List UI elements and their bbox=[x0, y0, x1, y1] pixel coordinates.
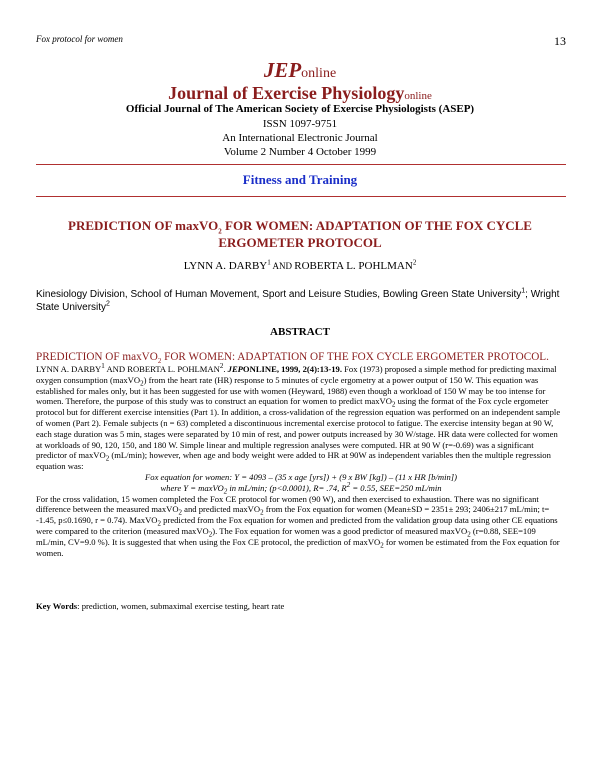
page-number: 13 bbox=[554, 34, 566, 48]
abstract-title: PREDICTION OF maxVO$_2$ FOR WOMEN: ADAPTATION OF THE FOX CYCLE ERGOMETER PROTOCOL. bbox=[36, 351, 549, 366]
abstract-body bbox=[36, 351, 566, 558]
jep-logo-text: JEP bbox=[263, 58, 302, 82]
volume-line: Volume 2 Number 4 October 1999 bbox=[223, 146, 377, 158]
abstract-authors: LYNN A. DARBY$^1$ AND ROBERTA L. POHLMAN$^2$. bbox=[36, 362, 228, 374]
abstract-paragraph-1: PREDICTION OF maxVO$_2$ FOR WOMEN: ADAPTATION OF THE FOX CYCLE ERGOMETER PROTOCOL. LYNN A. DARBY$^1$ AND ROBERTA L. POHLMAN$^2$. JEPONLINE, 1999, 2(4):13-19. Fox (1973) proposed a simple method for predicting maximal oxygen consumption (maxVO$_2$) from the heart rate (HR) response to 5 minutes of cycle ergometry at a power output of 150 W. This equation was established for males only, but it has been suggested for use with women (Heyward, 1988) even though a workload of 150 W may be too intense for women. Therefore, the purpose of this study was to construct an equation for women to predict maxVO$_2$ using the format of the Fox cycle ergometer protocol but for different exercise intensities (Part 1). In addition, a cross-validation of the regression equation was performed on an independent sample of women (Part 2). Female subjects (n = 63) completed a discontinuous incremental exercise protocol to fatigue. The exercise intensity began at 90 W, each stage duration was 5 min, stages were separated by 10 min of rest, and power outputs increased by 30 W/stage. HR data were collected for women at workloads of 90, 120, 150, and 180 W. Simple linear and multiple regression analyses were computed. HR at 90 W (r=-0.69) was a significant predictor of maxVO$_2$ (mL/min); however, when age and body weight were added to HR at 90W as independent variables then the multiple regression equation was: bbox=[36, 351, 561, 472]
keywords-label: Key Words bbox=[36, 601, 78, 611]
journal-name-text: Journal of Exercise Physiology bbox=[168, 83, 405, 103]
jep-logo-suffix: online bbox=[301, 66, 337, 81]
top-divider bbox=[36, 164, 566, 165]
author-line: LYNN A. DARBY$^1$ AND ROBERTA L. POHLMAN$^2$ bbox=[183, 258, 417, 272]
keywords-text: : prediction, women, submaximal exercise testing, heart rate bbox=[77, 601, 285, 611]
running-head: Fox protocol for women bbox=[36, 34, 123, 44]
issn-line: ISSN 1097-9751 bbox=[262, 118, 338, 130]
section-heading: Fitness and Training bbox=[242, 172, 358, 187]
equation-2: where Y = maxVO$_2$ in mL/min; (p<0.0001), R= .74, $R^2 = 0.55$, SEE=250 mL/min bbox=[160, 480, 442, 496]
bottom-divider bbox=[36, 196, 566, 197]
journal-name bbox=[0, 83, 600, 104]
article-title: PREDICTION OF maxVO$_2$ FOR WOMEN: ADAPTATION OF THE FOX CYCLE ERGOMETER PROTOCOL bbox=[68, 218, 532, 250]
affiliation: Kinesiology Division, School of Human Movement, Sport and Leisure Studies, Bowling Green State University$^1$; Wright State University$^2$ bbox=[36, 287, 560, 313]
jep-online-logo bbox=[0, 58, 600, 83]
abstract-citation: JEPONLINE, 1999, 2(4):13-19. bbox=[227, 364, 342, 374]
journal-name-suffix: online bbox=[404, 90, 432, 102]
official-journal-line: Official Journal of The American Society of Exercise Physiologists (ASEP) bbox=[125, 103, 475, 115]
abstract-heading: ABSTRACT bbox=[270, 326, 330, 338]
intl-journal-line: An International Electronic Journal bbox=[222, 132, 378, 144]
keywords bbox=[36, 601, 566, 612]
equation-1: Fox equation for women: Y = 4093 – (35 x age [yrs]) + (9 x BW [kg]) – (11 x HR [b/min]) bbox=[145, 471, 457, 482]
abstract-paragraph-2: For the cross validation, 15 women completed the Fox CE protocol for women (90 W), and then exercised to exhaustion. There was no significant difference between the measured maxVO$_2$ and predicted maxVO$_2$ from the Fox equation for women (Mean±SD = 2351± 293; 2406±217 mL/min; t= -1.45, p≤0.1690, r = 0.74). MaxVO$_2$ predicted from the Fox equation for women and predicted from the validation group data using other CE equations were compared to the criterion (measured maxVO$_2$). The Fox equation for women was a good predictor of measured maxVO$_2$ (r=0.88, SEE=109 mL/min, CV=9.0 %). It is suggested that when using the Fox CE protocol, the prediction of maxVO$_2$ for women be estimated from the Fox equation for women. bbox=[36, 493, 560, 558]
